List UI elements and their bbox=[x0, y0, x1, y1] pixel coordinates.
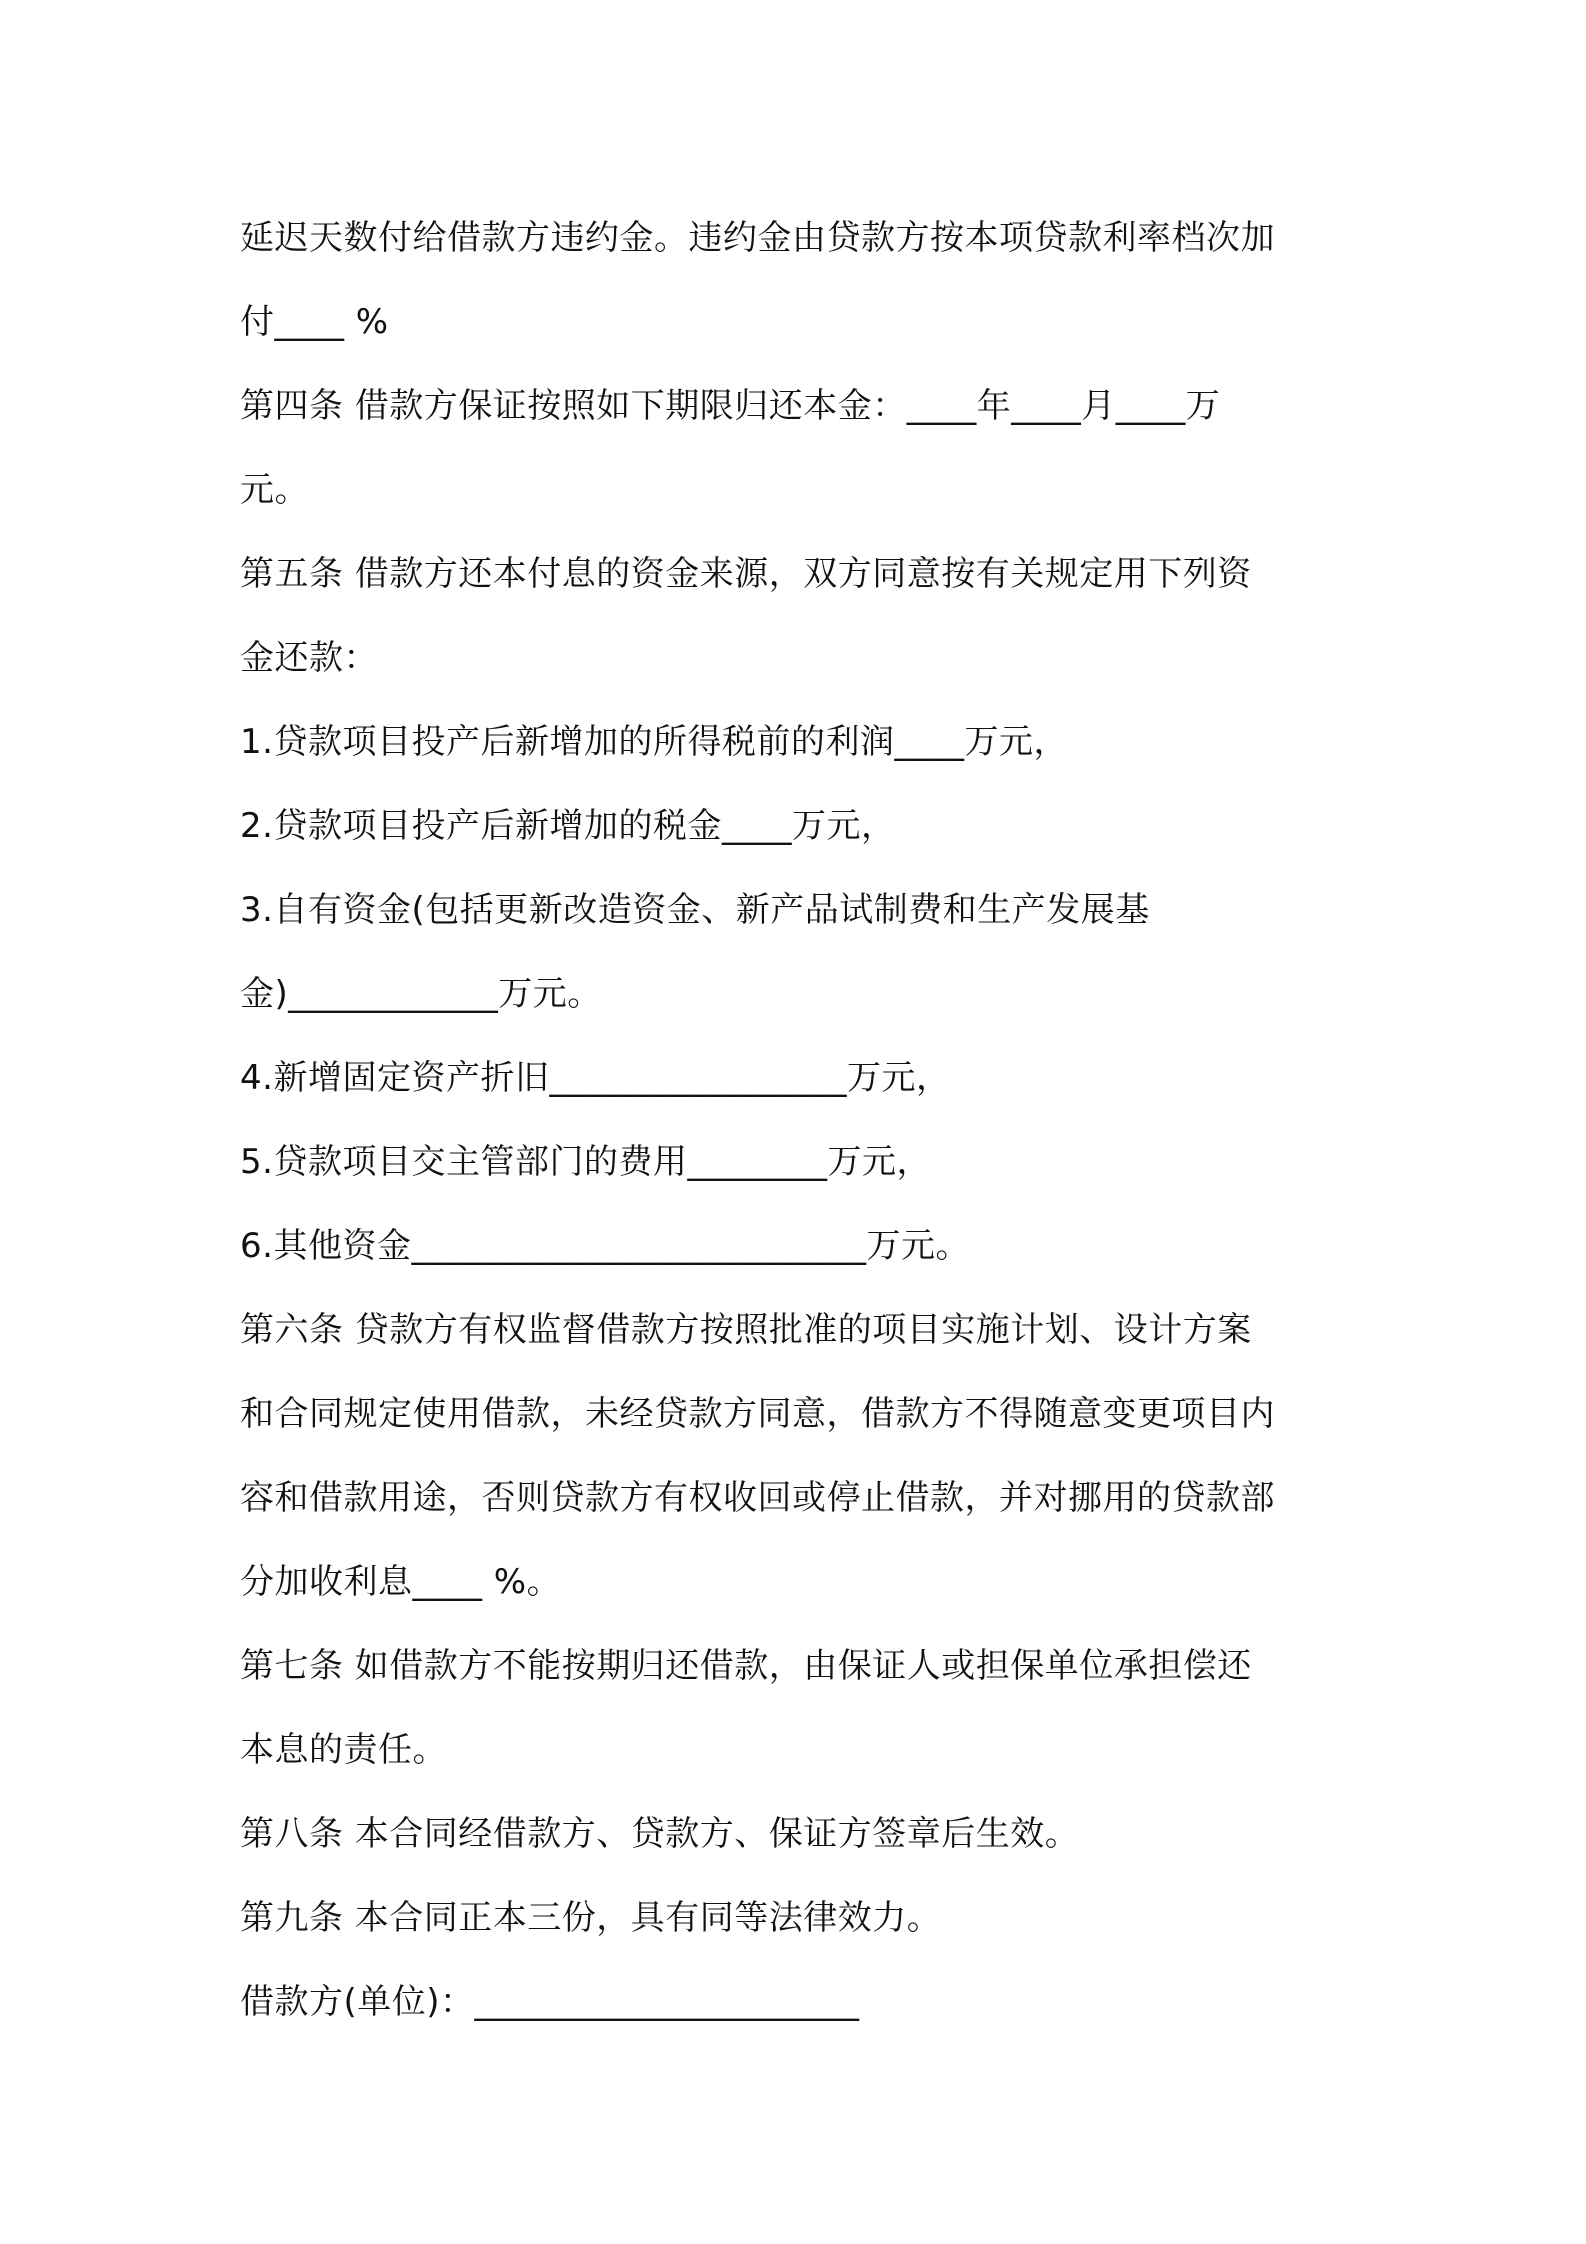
list-item: 3.自有资金(包括更新改造资金、新产品试制费和生产发展基 bbox=[240, 890, 1150, 930]
article-5-line: 第五条 借款方还本付息的资金来源，双方同意按有关规定用下列资 bbox=[240, 554, 1252, 594]
article-6-line: 第六条 贷款方有权监督借款方按照批准的项目实施计划、设计方案 bbox=[240, 1310, 1252, 1350]
contract-body bbox=[240, 196, 1360, 2044]
list-item: 5.贷款项目交主管部门的费用________万元， bbox=[240, 1142, 931, 1182]
text-line: 延迟天数付给借款方违约金。违约金由贷款方按本项贷款利率档次加 bbox=[240, 218, 1275, 258]
borrower-signature-line: 借款方(单位)：______________________ bbox=[240, 1982, 860, 2022]
list-item: 2.贷款项目投产后新增加的税金____万元， bbox=[240, 806, 896, 846]
text-line: 和合同规定使用借款，未经贷款方同意，借款方不得随意变更项目内 bbox=[240, 1394, 1275, 1434]
text-line: 元。 bbox=[240, 470, 309, 510]
article-9-line: 第九条 本合同正本三份，具有同等法律效力。 bbox=[240, 1898, 942, 1938]
list-item: 4.新增固定资产折旧_________________万元， bbox=[240, 1058, 951, 1098]
text-line: 容和借款用途，否则贷款方有权收回或停止借款，并对挪用的贷款部 bbox=[240, 1478, 1275, 1518]
text-line: 分加收利息____ %。 bbox=[240, 1562, 562, 1602]
text-line: 付____ % bbox=[240, 302, 389, 342]
text-line: 金还款： bbox=[240, 638, 378, 678]
list-item: 6.其他资金__________________________万元。 bbox=[240, 1226, 970, 1266]
list-item-continuation: 金)____________万元。 bbox=[240, 974, 602, 1014]
text-line: 本息的责任。 bbox=[240, 1730, 447, 1770]
article-7-line: 第七条 如借款方不能按期归还借款，由保证人或担保单位承担偿还 bbox=[240, 1646, 1252, 1686]
article-4-line: 第四条 借款方保证按照如下期限归还本金：____年____月____万 bbox=[240, 386, 1221, 426]
list-item: 1.贷款项目投产后新增加的所得税前的利润____万元， bbox=[240, 722, 1068, 762]
article-8-line: 第八条 本合同经借款方、贷款方、保证方签章后生效。 bbox=[240, 1814, 1080, 1854]
